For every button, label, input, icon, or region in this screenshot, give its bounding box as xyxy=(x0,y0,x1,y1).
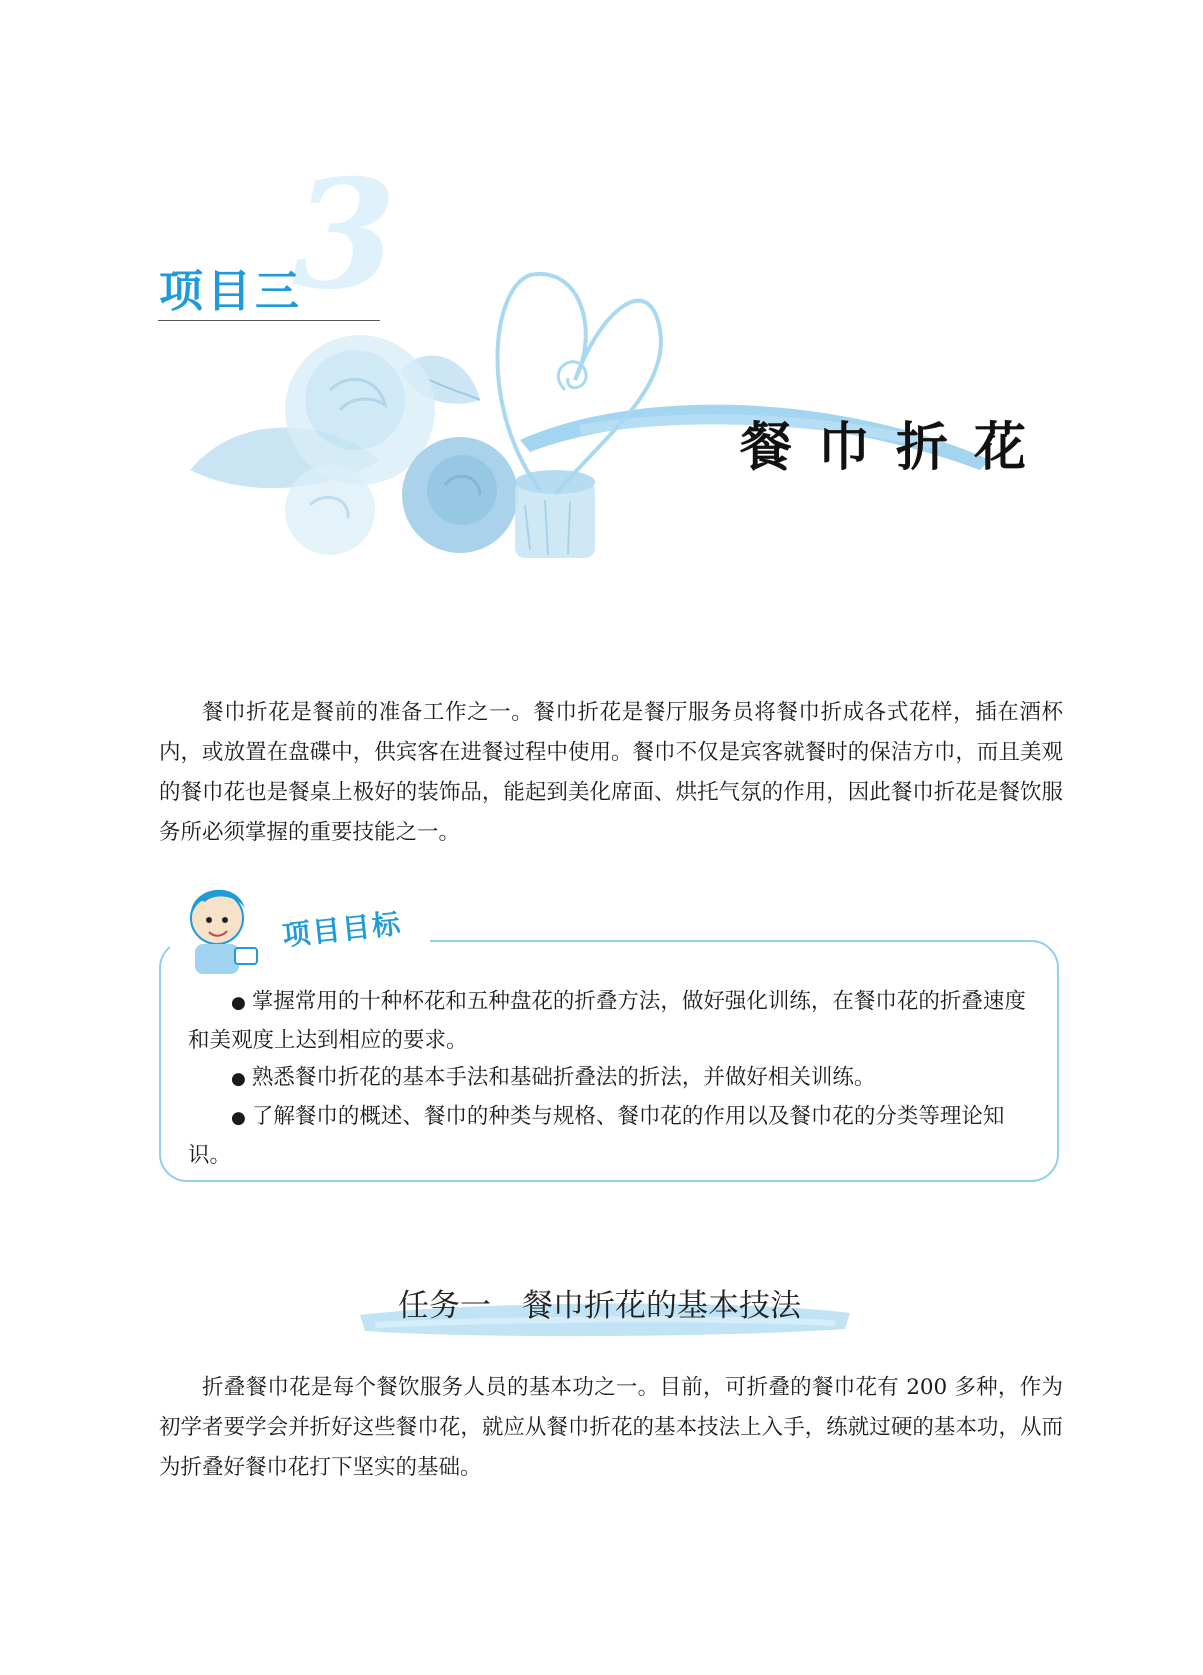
rose-decoration-small xyxy=(285,465,375,555)
bullet-icon: ● xyxy=(231,1069,246,1089)
task-intro-paragraph: 折叠餐巾花是每个餐饮服务人员的基本功之一。目前，可折叠的餐巾花有 200 多种，作为初学者要学会并折好这些餐巾花，就应从餐巾折花的基本技法上入手，练就过硬的基本功，从而为折叠好餐巾花打下坚实的基础。 xyxy=(159,1375,1063,1480)
task-heading: 任务一 餐巾折花的基本技法 xyxy=(398,1288,801,1324)
project-label: 项目三 xyxy=(159,266,303,317)
goals-list xyxy=(188,983,1032,1174)
bullet-icon: ● xyxy=(231,1108,246,1128)
goals-heading: 项目目标 xyxy=(280,906,404,953)
goal-item: ● 了解餐巾的概述、餐巾的种类与规格、餐巾花的作用以及餐巾花的分类等理论知识。 xyxy=(188,1104,1005,1168)
goal-item: ● 掌握常用的十种杯花和五种盘花的折叠方法，做好强化训练，在餐巾花的折叠速度和美观度上达到相应的要求。 xyxy=(188,989,1026,1053)
project-number-watermark: 3 xyxy=(292,147,397,323)
boy-mascot-icon xyxy=(175,878,275,978)
intro-paragraph: 餐巾折花是餐前的准备工作之一。餐巾折花是餐厅服务员将餐巾折成各式花样，插在酒杯内，或放置在盘碟中，供宾客在进餐过程中使用。餐巾不仅是宾客就餐时的保洁方巾，而且美观的餐巾花也是餐桌上极好的装饰品，能起到美化席面、烘托气氛的作用，因此餐巾折花是餐饮服务所必须掌握的重要技能之一。 xyxy=(159,700,1063,845)
chapter-title: 餐巾折花 xyxy=(740,417,1053,478)
bullet-icon: ● xyxy=(231,993,246,1013)
wire-heart-decoration xyxy=(498,274,661,495)
rose-decoration-dark xyxy=(402,437,518,553)
stump-decoration xyxy=(515,470,595,558)
goal-item: ● 熟悉餐巾折花的基本手法和基础折叠法的折法，并做好相关训练。 xyxy=(231,1065,876,1090)
